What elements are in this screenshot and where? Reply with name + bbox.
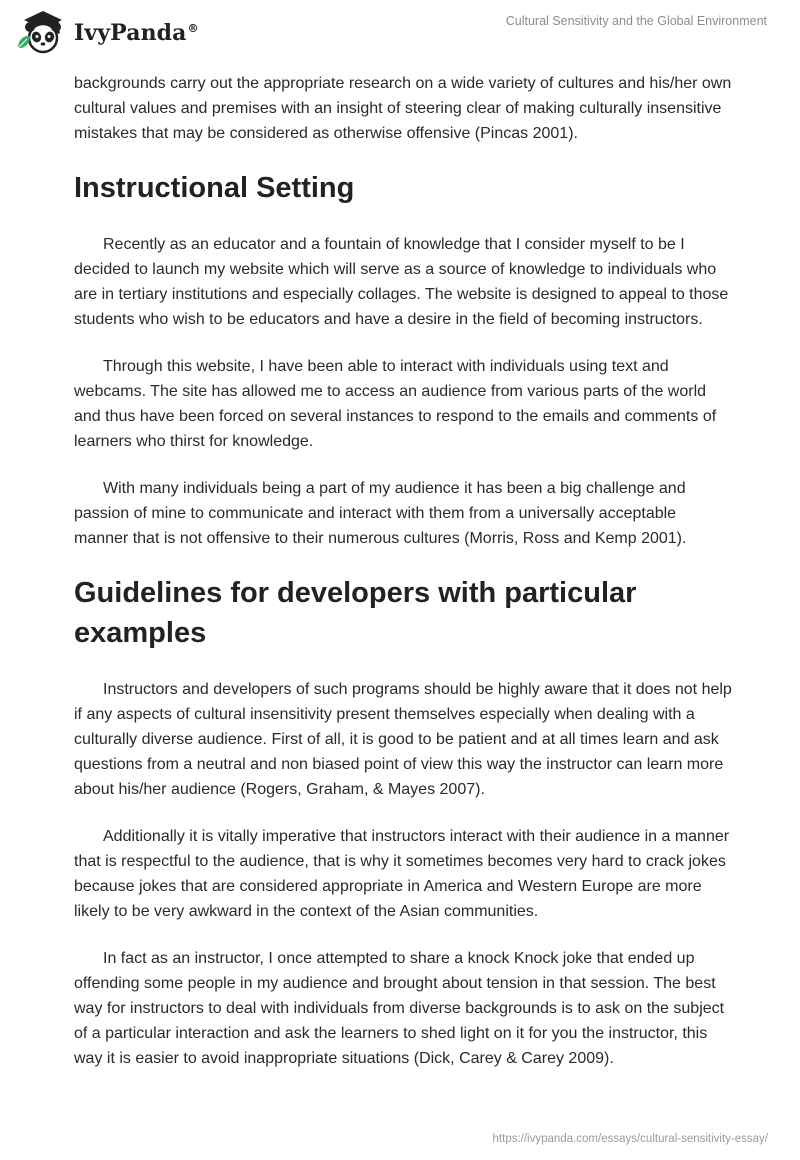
- panda-graduate-icon: [14, 8, 72, 56]
- brand-name: IvyPanda®: [74, 20, 199, 46]
- paragraph: Through this website, I have been able to interact with individuals using text and webcams. The site has allowed me to access an audience from various parts of the world and thus have been forced on several instances to respond to the emails and comments of learners who thirst for knowledge.: [74, 358, 717, 450]
- paragraph: Instructors and developers of such programs should be highly aware that it does not help if any aspects of cultural insensitivity present themselves especially when dealing with a culturally diverse audience. First of all, it is good to be patient and at all times learn and ask questions from a neutral and non biased point of view this way the instructor can learn more about his/her audience (Rogers, Graham, & Mayes 2007).: [74, 681, 732, 798]
- paragraph: With many individuals being a part of my audience it has been a big challenge and passion of mine to communicate and interact with them from a universally acceptable manner that is not offensive to their numerous cultures (Morris, Ross and Kemp 2001).: [74, 480, 687, 547]
- page-header: [0, 0, 800, 64]
- brand-logo[interactable]: [14, 8, 199, 56]
- running-title: Cultural Sensitivity and the Global Environment: [505, 14, 767, 28]
- intro-paragraph: backgrounds carry out the appropriate research on a wide variety of cultures and his/her own cultural values and premises with an insight of steering clear of making culturally insensitive mistakes that may be considered as otherwise offensive (Pincas 2001).: [74, 75, 732, 142]
- section-heading-guidelines: Guidelines for developers with particular examples: [74, 577, 637, 649]
- source-url[interactable]: https://ivypanda.com/essays/cultural-sensitivity-essay/: [492, 1133, 768, 1145]
- essay-body: [74, 71, 734, 1093]
- section-heading-instructional-setting: Instructional Setting: [74, 172, 355, 204]
- paragraph: Recently as an educator and a fountain of knowledge that I consider myself to be I decided to launch my website which will serve as a source of knowledge to individuals who are in tertiary institutions and especially collages. The website is designed to appeal to those students who wish to be educators and have a desire in the field of becoming instructors.: [74, 236, 729, 328]
- paragraph: In fact as an instructor, I once attempted to share a knock Knock joke that ended up offending some people in my audience and brought about tension in that session. The best way for instructors to deal with individuals from diverse backgrounds is to ask on the subject of a particular interaction and ask the learners to shed light on it for you the instructor, this way it is easier to avoid inappropriate situations (Dick, Carey & Carey 2009).: [74, 950, 725, 1067]
- paragraph: Additionally it is vitally imperative that instructors interact with their audience in a manner that is respectful to the audience, that is why it sometimes becomes very hard to crack jokes because jokes that are considered appropriate in America and Western Europe are more likely to be very awkward in the context of the Asian communities.: [74, 828, 730, 920]
